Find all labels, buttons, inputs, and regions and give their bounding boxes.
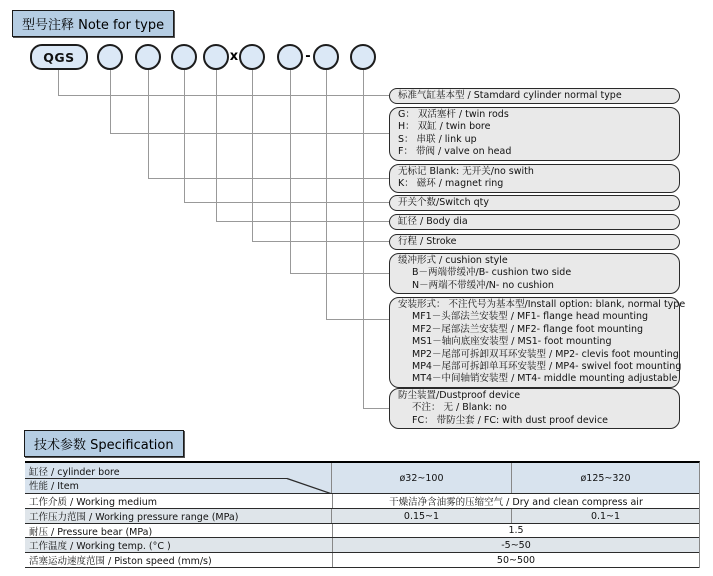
table-row	[25, 509, 699, 524]
column-header-bore-small: ø32~100	[332, 463, 512, 493]
column-header-bore-large: ø125~320	[580, 472, 631, 484]
callout-line: MF1－头部法兰安装型 / MF1- flange head mounting	[412, 311, 649, 323]
table-corner-cell	[25, 463, 332, 493]
row-value: -5~50	[501, 539, 531, 551]
callout-line: 行程 / Stroke	[398, 236, 457, 247]
code-circle-2	[135, 44, 161, 70]
table-row	[25, 524, 699, 538]
callout-line: MT4－中间轴销安装型 / MT4- middle mounting adjustable	[412, 373, 678, 385]
connector-line	[148, 178, 390, 180]
code-circle-4	[203, 44, 229, 70]
connector-line	[363, 70, 365, 409]
row-value: 0.15~1	[332, 509, 512, 523]
row-value: 干燥洁净含油雾的压缩空气 / Dry and clean compress air	[389, 497, 643, 508]
connector-line	[184, 202, 390, 204]
connector-line	[290, 273, 390, 275]
row-label: 工作压力范围 / Working pressure range (MPa)	[25, 509, 332, 523]
callout-dustproof-device	[389, 388, 680, 429]
callout-line: MP2－尾部可拆卸双耳环安装型 / MP2- clevis foot mounting	[412, 348, 679, 360]
callout-line: 缓冲形式 / cushion style	[398, 255, 508, 266]
note-section-title: 型号注释 Note for type	[12, 10, 174, 37]
corner-label-bore: 缸径 / cylinder bore	[29, 467, 120, 478]
corner-label-item: 性能 / Item	[29, 481, 79, 492]
connector-line	[148, 70, 150, 179]
callout-line: MF2－尾部法兰安装型 / MF2- flange foot mounting	[412, 323, 644, 335]
connector-line	[326, 70, 328, 320]
connector-line	[326, 319, 390, 321]
callout-line: MP4－尾部可拆卸单耳环安装型 / MP4- swivel foot mounting	[412, 361, 682, 373]
callout-install-option	[389, 297, 686, 388]
callout-base-type	[389, 88, 680, 104]
code-circle-7	[313, 44, 339, 70]
table-row	[25, 553, 699, 568]
connector-line	[216, 221, 390, 223]
callout-line: 无标记 Blank: 无开关/no swith	[398, 166, 534, 177]
callout-line: 安装形式： 不注代号为基本型/Install option: blank, normal type	[398, 299, 686, 310]
callout-magnet-switch	[389, 164, 680, 193]
code-circle-6	[277, 44, 303, 70]
row-value: 1.5	[508, 525, 524, 536]
connector-line	[216, 70, 218, 222]
callout-line: 防尘装置/Dustproof device	[398, 390, 521, 401]
callout-rod-type	[389, 107, 680, 161]
connector-line	[252, 241, 390, 243]
table-header-row	[25, 463, 699, 494]
table-row	[25, 494, 699, 509]
connector-line	[58, 95, 390, 97]
row-value: 50~500	[496, 554, 536, 566]
callout-stroke	[389, 234, 680, 250]
connector-line	[184, 70, 186, 203]
spec-table	[25, 461, 700, 568]
row-value: 0.1~1	[590, 510, 621, 522]
row-label: 工作温度 / Working temp. (°C )	[25, 538, 333, 552]
connector-line	[110, 70, 112, 134]
row-label: 耐压 / Pressure bear (MPa)	[25, 524, 333, 537]
connector-line	[110, 133, 390, 135]
code-circle-5	[239, 44, 265, 70]
separator-x: x	[229, 49, 239, 64]
callout-line: FC： 带防尘套 / FC: with dust proof device	[412, 414, 609, 426]
spec-section-title: 技术参数 Specification	[24, 430, 184, 457]
callout-line: B－两端带缓冲/B- cushion two side	[412, 267, 572, 279]
callout-line: H： 双缸 / twin bore	[398, 121, 491, 133]
row-label: 工作介质 / Working medium	[25, 494, 333, 508]
callout-line: K： 磁环 / magnet ring	[398, 178, 504, 190]
callout-line: MS1－轴向底座安装型 / MS1- foot mounting	[412, 336, 612, 348]
table-row	[25, 538, 699, 553]
separator-dash: -	[305, 49, 311, 64]
code-circle-8	[350, 44, 376, 70]
callout-line: G： 双活塞杆 / twin rods	[398, 109, 509, 120]
connector-line	[363, 408, 390, 410]
row-label: 活塞运动速度范围 / Piston speed (mm/s)	[25, 553, 333, 567]
callout-line: F： 带阀 / valve on head	[398, 146, 512, 158]
code-circle-3	[171, 44, 197, 70]
code-circle-1	[97, 44, 123, 70]
model-prefix-qgs: QGS	[30, 44, 88, 70]
callout-line: N－两端不带缓冲/N- no cushion	[412, 279, 554, 291]
callout-line: 不注： 无 / Blank: no	[412, 402, 507, 414]
callout-cushion-style	[389, 253, 680, 294]
connector-line	[290, 70, 292, 274]
callout-line: 缸径 / Body dia	[398, 216, 468, 227]
callout-line: S： 串联 / link up	[398, 133, 477, 145]
callout-line: 标准气缸基本型 / Stamdard cylinder normal type	[398, 90, 622, 101]
callout-body-dia	[389, 214, 680, 230]
callout-line: 开关个数/Switch qty	[398, 197, 490, 208]
connector-line	[58, 70, 60, 96]
callout-switch-qty	[389, 195, 680, 211]
